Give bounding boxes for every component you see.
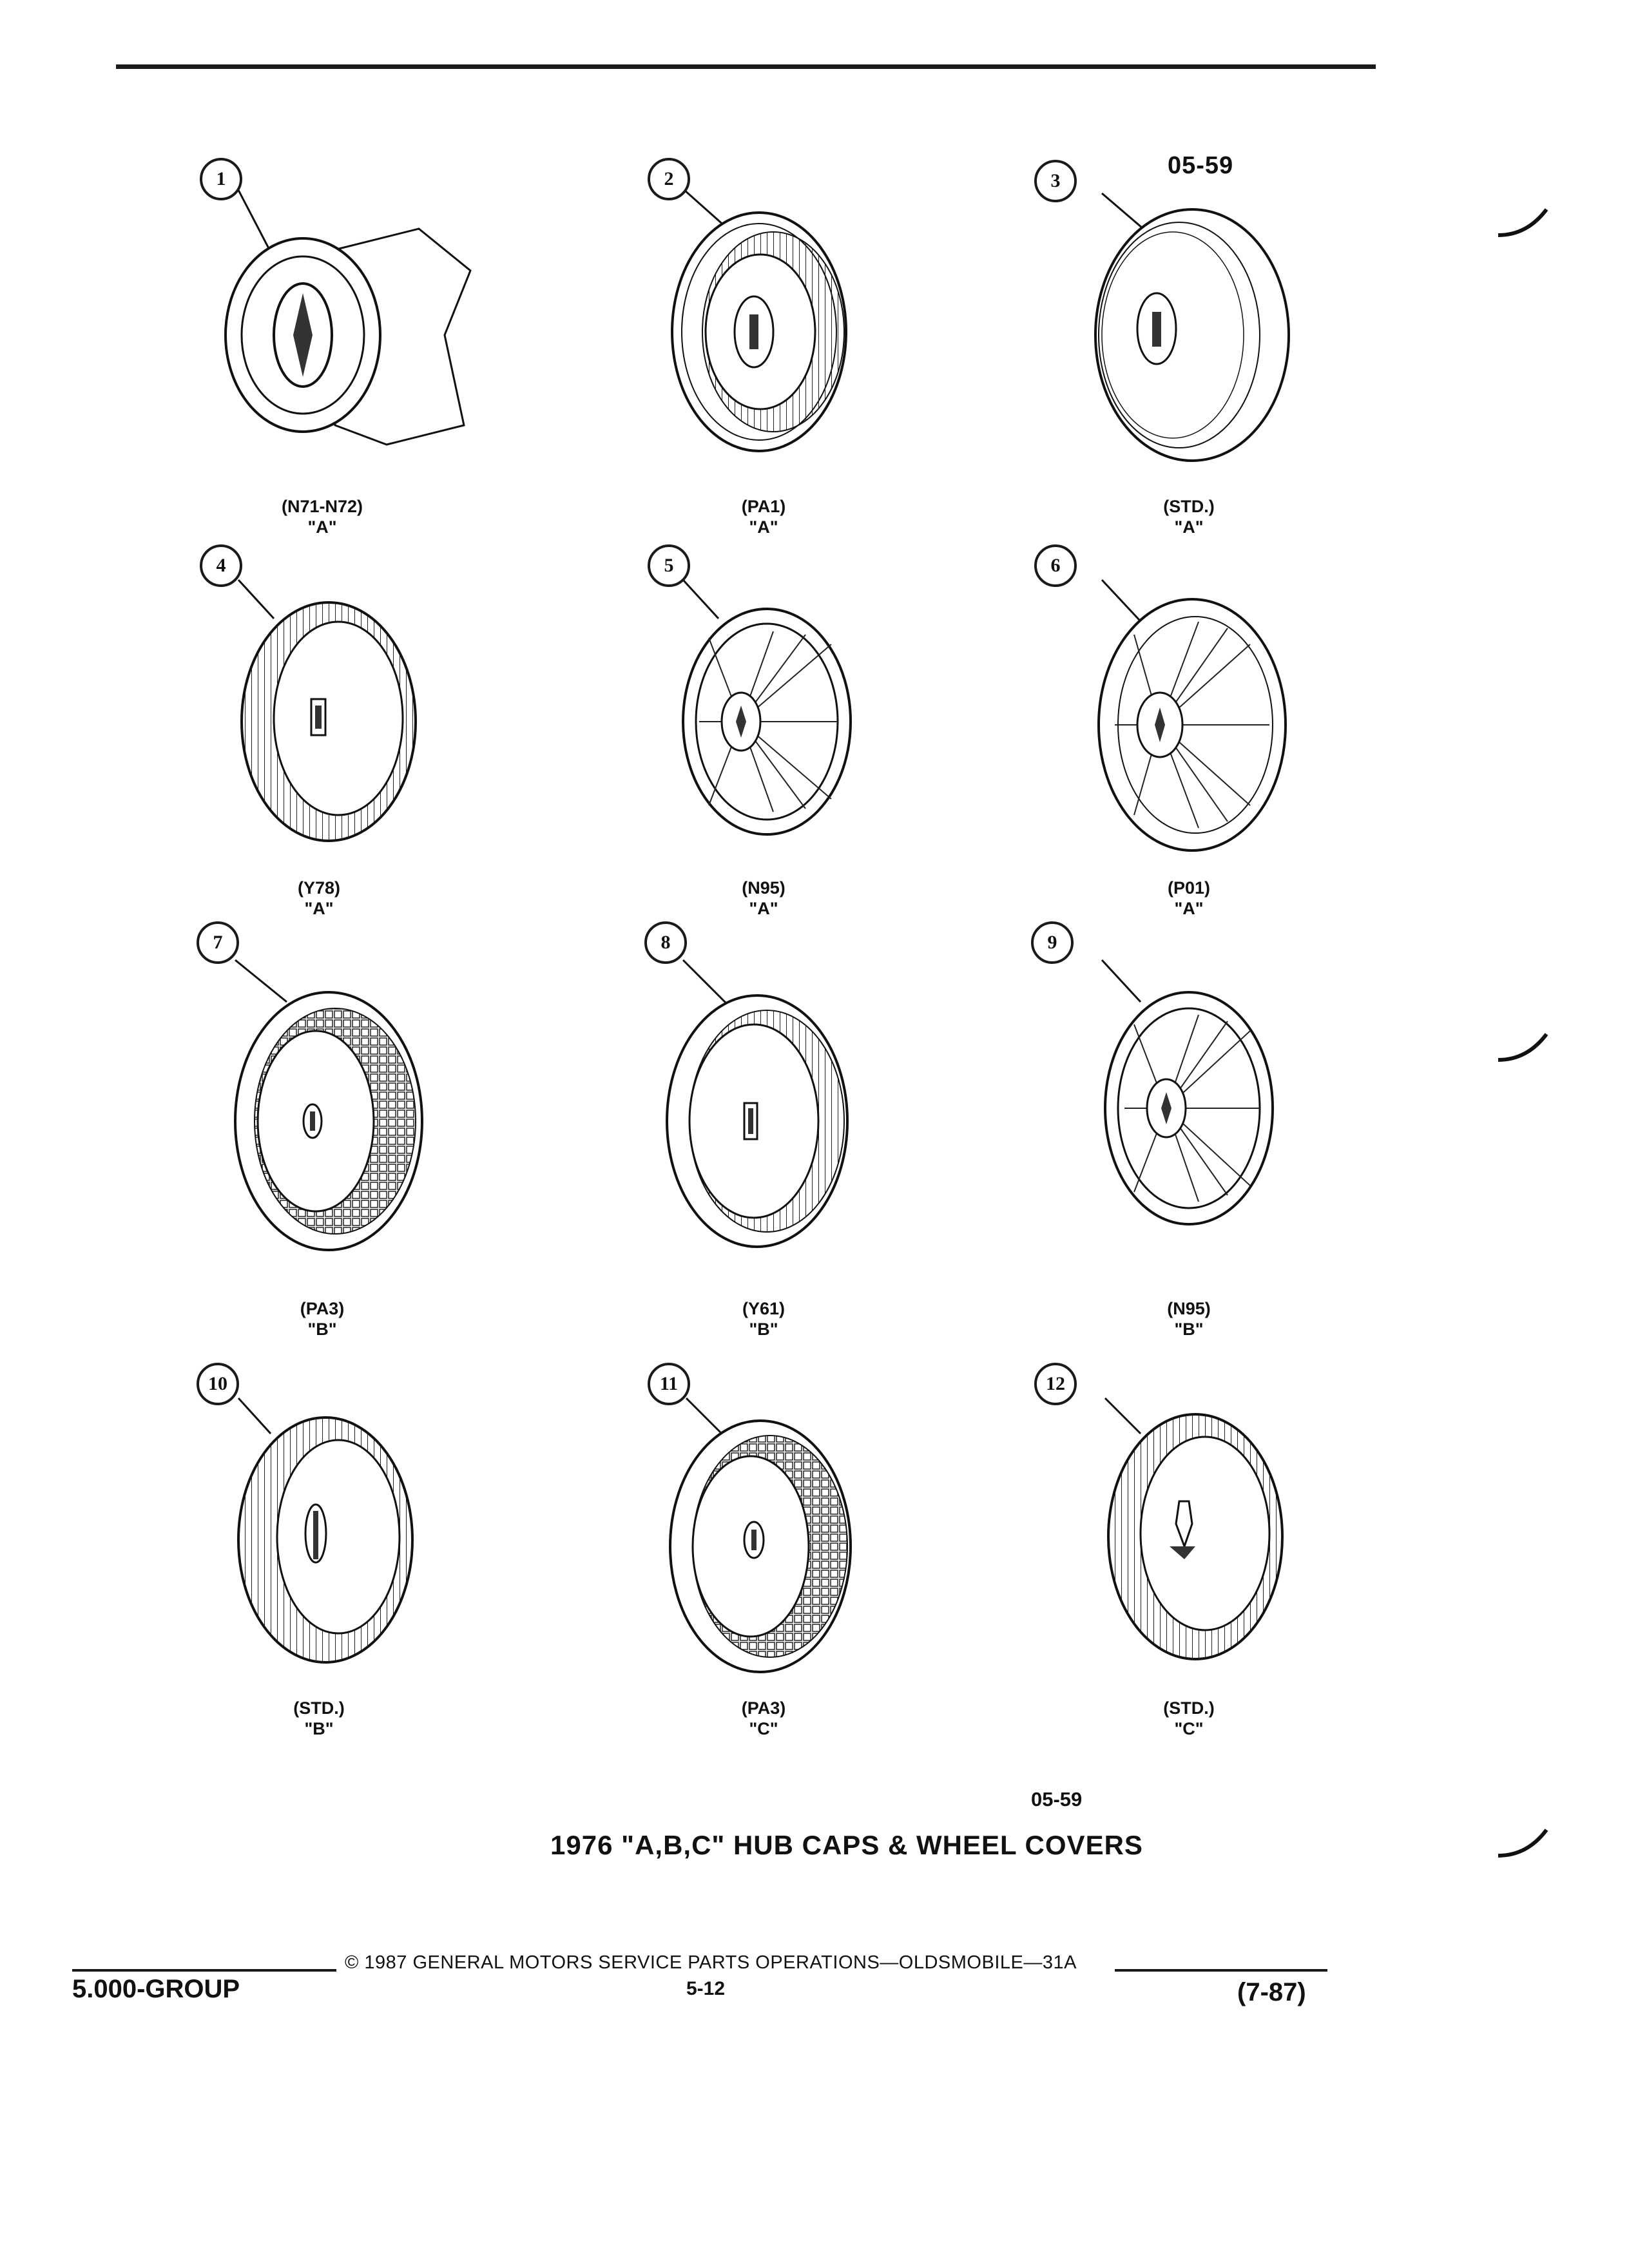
caption-item-6 [1092, 878, 1286, 919]
series-code: "A" [304, 899, 334, 918]
series-code: "B" [307, 1320, 337, 1339]
callout-11: 11 [648, 1363, 690, 1405]
caption-item-12 [1092, 1698, 1286, 1739]
option-code: (P01) [1167, 878, 1211, 898]
caption-item-4 [222, 878, 416, 919]
hub-cap-12-drawing [1105, 1398, 1282, 1659]
caption-item-3 [1092, 496, 1286, 537]
option-code: (Y61) [742, 1299, 786, 1318]
binding-mark-icon [1495, 1827, 1553, 1865]
reference-code-top: 05-59 [1168, 152, 1234, 179]
caption-item-5 [667, 878, 860, 919]
caption-item-10 [222, 1698, 416, 1739]
footer-date: (7-87) [1237, 1978, 1306, 2006]
option-code: (PA1) [741, 497, 786, 516]
callout-4: 4 [200, 544, 242, 587]
series-code: "B" [1174, 1320, 1204, 1339]
footer-copyright: © 1987 GENERAL MOTORS SERVICE PARTS OPERATIONS—OLDSMOBILE—31A [345, 1952, 1077, 1973]
callout-1: 1 [200, 158, 242, 200]
footer-group: 5.000-GROUP [72, 1975, 240, 2003]
callout-7: 7 [197, 921, 239, 964]
caption-item-9 [1092, 1298, 1286, 1340]
footer-page-number: 5-12 [686, 1978, 726, 1999]
option-code: (PA3) [300, 1299, 345, 1318]
series-code: "A" [307, 517, 337, 537]
hub-cap-7-drawing [235, 960, 422, 1250]
reference-code-bottom: 05-59 [1031, 1788, 1083, 1811]
hub-cap-9-drawing [1102, 960, 1273, 1224]
option-code: (STD.) [293, 1698, 345, 1718]
hub-cap-8-drawing [667, 960, 847, 1247]
option-code: (N95) [1167, 1299, 1211, 1318]
series-code: "B" [304, 1719, 334, 1738]
series-code: "A" [749, 899, 778, 918]
callout-2: 2 [648, 158, 690, 200]
caption-item-8 [667, 1298, 860, 1340]
series-code: "A" [1174, 517, 1204, 537]
hub-cap-10-drawing [238, 1398, 412, 1662]
series-code: "B" [749, 1320, 778, 1339]
option-code: (Y78) [297, 878, 341, 898]
footer-rule-left [72, 1969, 336, 1972]
callout-8: 8 [644, 921, 687, 964]
caption-item-2 [667, 496, 860, 537]
caption-item-1 [226, 496, 419, 537]
callout-10: 10 [197, 1363, 239, 1405]
callout-3: 3 [1034, 160, 1077, 202]
callout-9: 9 [1031, 921, 1074, 964]
binding-mark-icon [1495, 206, 1553, 245]
option-code: (STD.) [1163, 497, 1215, 516]
footer-rule-right [1115, 1969, 1327, 1972]
hub-cap-3-drawing [1095, 193, 1289, 461]
hub-cap-6-drawing [1099, 580, 1286, 850]
callout-12: 12 [1034, 1363, 1077, 1405]
series-code: "C" [749, 1719, 778, 1738]
hub-cap-11-drawing [670, 1398, 851, 1672]
hub-cap-5-drawing [683, 580, 851, 834]
series-code: "A" [1174, 899, 1204, 918]
option-code: (PA3) [741, 1698, 786, 1718]
figure-title: 1976 "A,B,C" HUB CAPS & WHEEL COVERS [550, 1830, 1143, 1860]
callout-6: 6 [1034, 544, 1077, 587]
series-code: "A" [749, 517, 778, 537]
option-code: (N71-N72) [281, 497, 363, 516]
caption-item-11 [667, 1698, 860, 1739]
hub-cap-1-drawing [226, 190, 470, 445]
series-code: "C" [1174, 1719, 1204, 1738]
option-code: (N95) [742, 878, 786, 898]
caption-item-7 [226, 1298, 419, 1340]
hub-cap-2-drawing [672, 190, 846, 451]
binding-mark-icon [1495, 1031, 1553, 1070]
option-code: (STD.) [1163, 1698, 1215, 1718]
callout-5: 5 [648, 544, 690, 587]
hub-cap-4-drawing [238, 580, 416, 841]
